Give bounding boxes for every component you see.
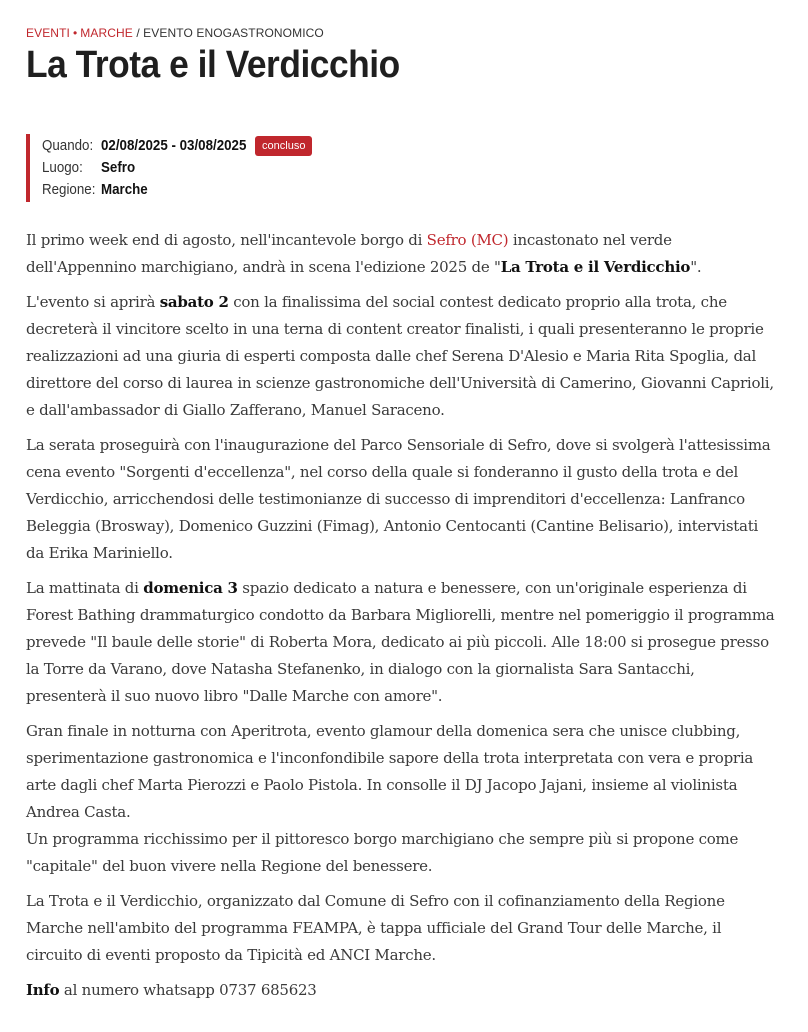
info-row-region <box>42 179 152 201</box>
paragraph-text: al numero whatsapp 0737 685623 <box>59 981 317 999</box>
sunday-bold: domenica 3 <box>143 579 238 597</box>
region-label: Regione: <box>42 182 96 198</box>
paragraph-text: La mattinata di <box>26 579 144 597</box>
info-bold: Info <box>26 981 60 999</box>
breadcrumb <box>26 26 324 40</box>
when-value: 02/08/2025 - 03/08/2025 <box>101 138 247 154</box>
event-info-box <box>26 134 426 202</box>
saturday-bold: sabato 2 <box>159 293 229 311</box>
region-value: Marche <box>101 182 148 198</box>
paragraph-2 <box>26 289 778 424</box>
info-row-place <box>42 157 138 179</box>
paragraph-4 <box>26 575 778 710</box>
breadcrumb-separator: • <box>72 26 78 40</box>
breadcrumb-link-eventi[interactable]: EVENTI <box>26 26 70 40</box>
paragraph-text: Il primo week end di agosto, nell'incantevole borgo di <box>26 231 427 249</box>
breadcrumb-current: / EVENTO ENOGASTRONOMICO <box>136 26 324 40</box>
paragraph-6: Un programma ricchissimo per il pittoresco borgo marchigiano che sempre più si propone come "capitale" del buon vivere nella Regione del benessere. <box>26 830 739 875</box>
place-label: Luogo: <box>42 160 83 176</box>
info-row-when <box>42 135 312 157</box>
when-label: Quando: <box>42 138 94 154</box>
paragraph-text: con la finalissima del social contest dedicato proprio alla trota, che decreterà il vincitore scelto in una terna di content creator finalisti, i quali presenteranno le proprie realizzazioni ad una giuria di esperti composta dalle chef Serena D'Alesio e Maria Rita Spoglia, dal direttore del corso di laurea in scienze gastronomiche dell'Università di Camerino, Giovanni Caprioli, e dall'ambassador di Giallo Zafferano, Manuel Saraceno. <box>26 293 774 419</box>
event-name-bold: La Trota e il Verdicchio <box>500 258 691 276</box>
paragraph-info <box>26 977 778 1004</box>
place-value: Sefro <box>101 160 136 176</box>
paragraph-5: Gran finale in notturna con Aperitrota, evento glamour della domenica sera che unisce clubbing, sperimentazione gastronomica e l'inconfondibile sapore della trota interpretata con vera e propria arte dagli chef Marta Pierozzi e Paolo Pistola. In consolle il DJ Jacopo Jajani, insieme al violinista Andrea Casta. <box>26 722 754 821</box>
paragraph-1 <box>26 227 778 281</box>
paragraph-3: La serata proseguirà con l'inaugurazione del Parco Sensoriale di Sefro, dove si svolgerà l'attesissima cena evento "Sorgenti d'eccellenza", nel corso della quale si fonderanno il gusto della trota e del Verdicchio, arricchendosi delle testimonianze di successo di imprenditori d'eccellenza: Lanfranco Beleggia (Brosway), Domenico Guzzini (Fimag), Antonio Centocanti (Cantine Belisario), intervistati da Erika Mariniello. <box>26 436 771 562</box>
paragraph-text: spazio dedicato a natura e benessere, con un'originale esperienza di Forest Bathing drammaturgico condotto da Barbara Migliorelli, mentre nel pomeriggio il programma prevede "Il baule delle storie" di Roberta Mora, dedicato ai più piccoli. Alle 18:00 si prosegue presso la Torre da Varano, dove Natasha Stefanenko, in dialogo con la giornalista Sara Santacchi, presenterà il suo nuovo libro "Dalle Marche con amore". <box>26 579 775 705</box>
article-body <box>26 227 778 1012</box>
paragraph-text: L'evento si aprirà <box>26 293 160 311</box>
breadcrumb-link-marche[interactable]: MARCHE <box>80 26 133 40</box>
page-title: La Trota e il Verdicchio <box>26 44 400 86</box>
paragraph-text: ". <box>690 258 702 276</box>
status-badge: concluso <box>255 136 312 156</box>
sefro-link[interactable]: Sefro (MC) <box>426 231 509 249</box>
paragraph-text: incastonato nel verde dell'Appennino marchigiano, andrà in scena l'edizione 2025 de " <box>26 231 672 276</box>
paragraph-7: La Trota e il Verdicchio, organizzato dal Comune di Sefro con il cofinanziamento della Regione Marche nell'ambito del programma FEAMPA, è tappa ufficiale del Grand Tour delle Marche, il circuito di eventi proposto da Tipicità ed ANCI Marche. <box>26 892 725 964</box>
